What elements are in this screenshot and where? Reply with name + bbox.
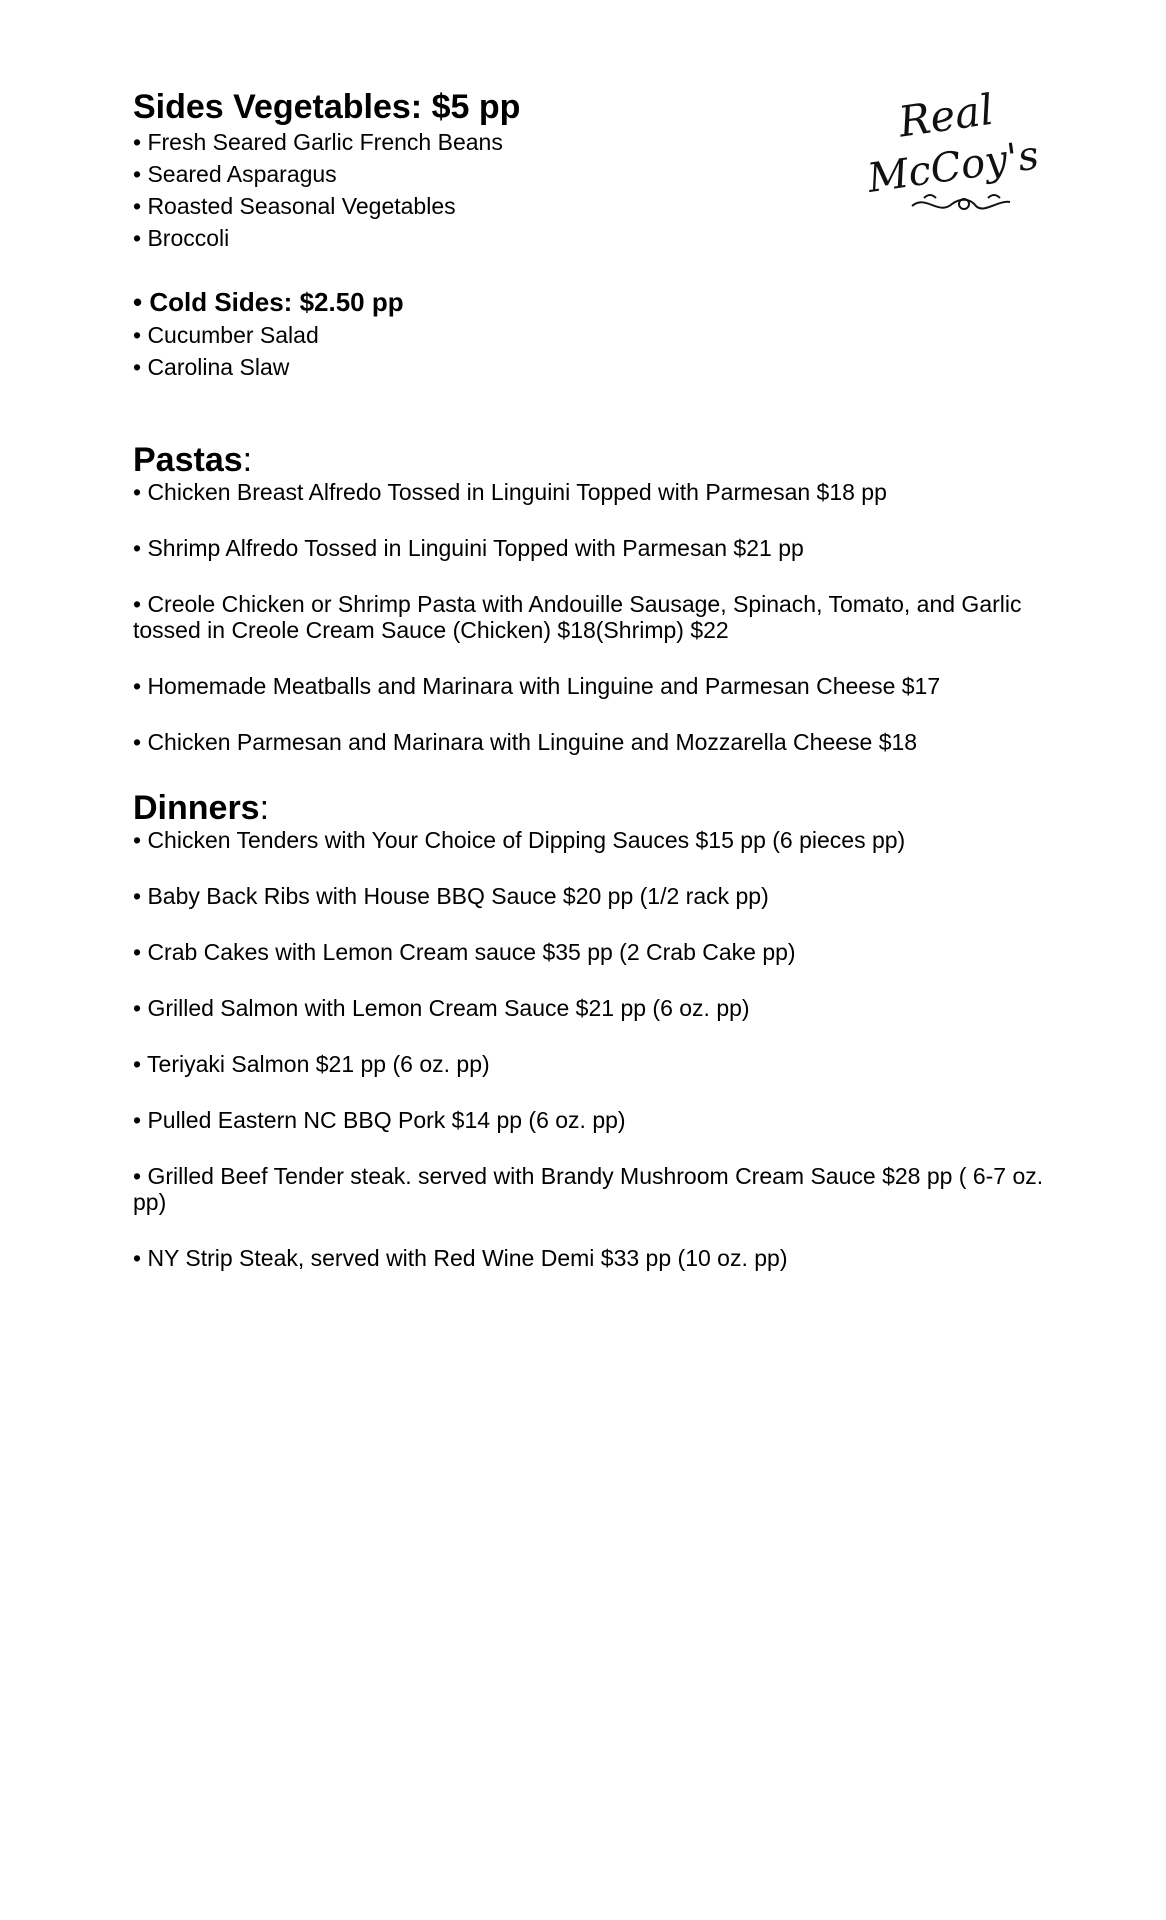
list-item: • Cucumber Salad: [133, 322, 319, 348]
list-item: • Baby Back Ribs with House BBQ Sauce $20 pp (1/2 rack pp): [133, 883, 769, 909]
list-item: • Chicken Tenders with Your Choice of Dipping Sauces $15 pp (6 pieces pp): [133, 827, 906, 853]
dinners-title: [133, 789, 1053, 827]
list-item: • Homemade Meatballs and Marinara with Linguine and Parmesan Cheese $17: [133, 673, 941, 699]
list-item: • Teriyaki Salmon $21 pp (6 oz. pp): [133, 1051, 490, 1077]
list-item: • Chicken Parmesan and Marinara with Linguine and Mozzarella Cheese $18: [133, 729, 918, 755]
dinners-title-colon: :: [259, 789, 270, 827]
sides-vegetables-list: [133, 126, 1053, 254]
dinners-list: [133, 827, 1053, 1271]
cold-sides-list: [133, 319, 1053, 383]
pastas-title: [133, 441, 1053, 479]
cold-sides-section: [133, 287, 1053, 383]
sides-vegetables-title: Sides Vegetables: $5 pp: [133, 88, 521, 126]
list-item: • Grilled Beef Tender steak. served with Brandy Mushroom Cream Sauce $28 pp ( 6-7 oz. pp): [133, 1163, 1044, 1215]
cold-sides-title: • Cold Sides: $2.50 pp: [133, 287, 404, 317]
dinners-title-text: Dinners: [133, 789, 260, 827]
pastas-title-text: Pastas: [133, 441, 243, 479]
list-item: • Chicken Breast Alfredo Tossed in Linguini Topped with Parmesan $18 pp: [133, 479, 887, 505]
list-item: • Pulled Eastern NC BBQ Pork $14 pp (6 oz. pp): [133, 1107, 626, 1133]
pastas-title-colon: :: [242, 441, 253, 479]
dinners-section: [133, 789, 1053, 1271]
pastas-list: [133, 479, 1053, 755]
list-item: • Broccoli: [133, 225, 230, 251]
menu-content: [133, 88, 1053, 1271]
list-item: • Seared Asparagus: [133, 161, 337, 187]
logo-line1: Real: [895, 84, 997, 147]
sides-vegetables-section: [133, 88, 1053, 254]
list-item: • Carolina Slaw: [133, 354, 290, 380]
list-item: • Fresh Seared Garlic French Beans: [133, 129, 503, 155]
list-item: • Crab Cakes with Lemon Cream sauce $35 pp (2 Crab Cake pp): [133, 939, 796, 965]
pastas-section: [133, 441, 1053, 755]
logo-line2: McCoy's: [864, 132, 1042, 202]
list-item: • Shrimp Alfredo Tossed in Linguini Topped with Parmesan $21 pp: [133, 535, 804, 561]
list-item: • Grilled Salmon with Lemon Cream Sauce $21 pp (6 oz. pp): [133, 995, 750, 1021]
list-item: • Roasted Seasonal Vegetables: [133, 193, 456, 219]
list-item: • Creole Chicken or Shrimp Pasta with Andouille Sausage, Spinach, Tomato, and Garlic tossed in Creole Cream Sauce (Chicken) $18(Shrimp) $22: [133, 591, 1022, 643]
list-item: • NY Strip Steak, served with Red Wine Demi $33 pp (10 oz. pp): [133, 1245, 788, 1271]
